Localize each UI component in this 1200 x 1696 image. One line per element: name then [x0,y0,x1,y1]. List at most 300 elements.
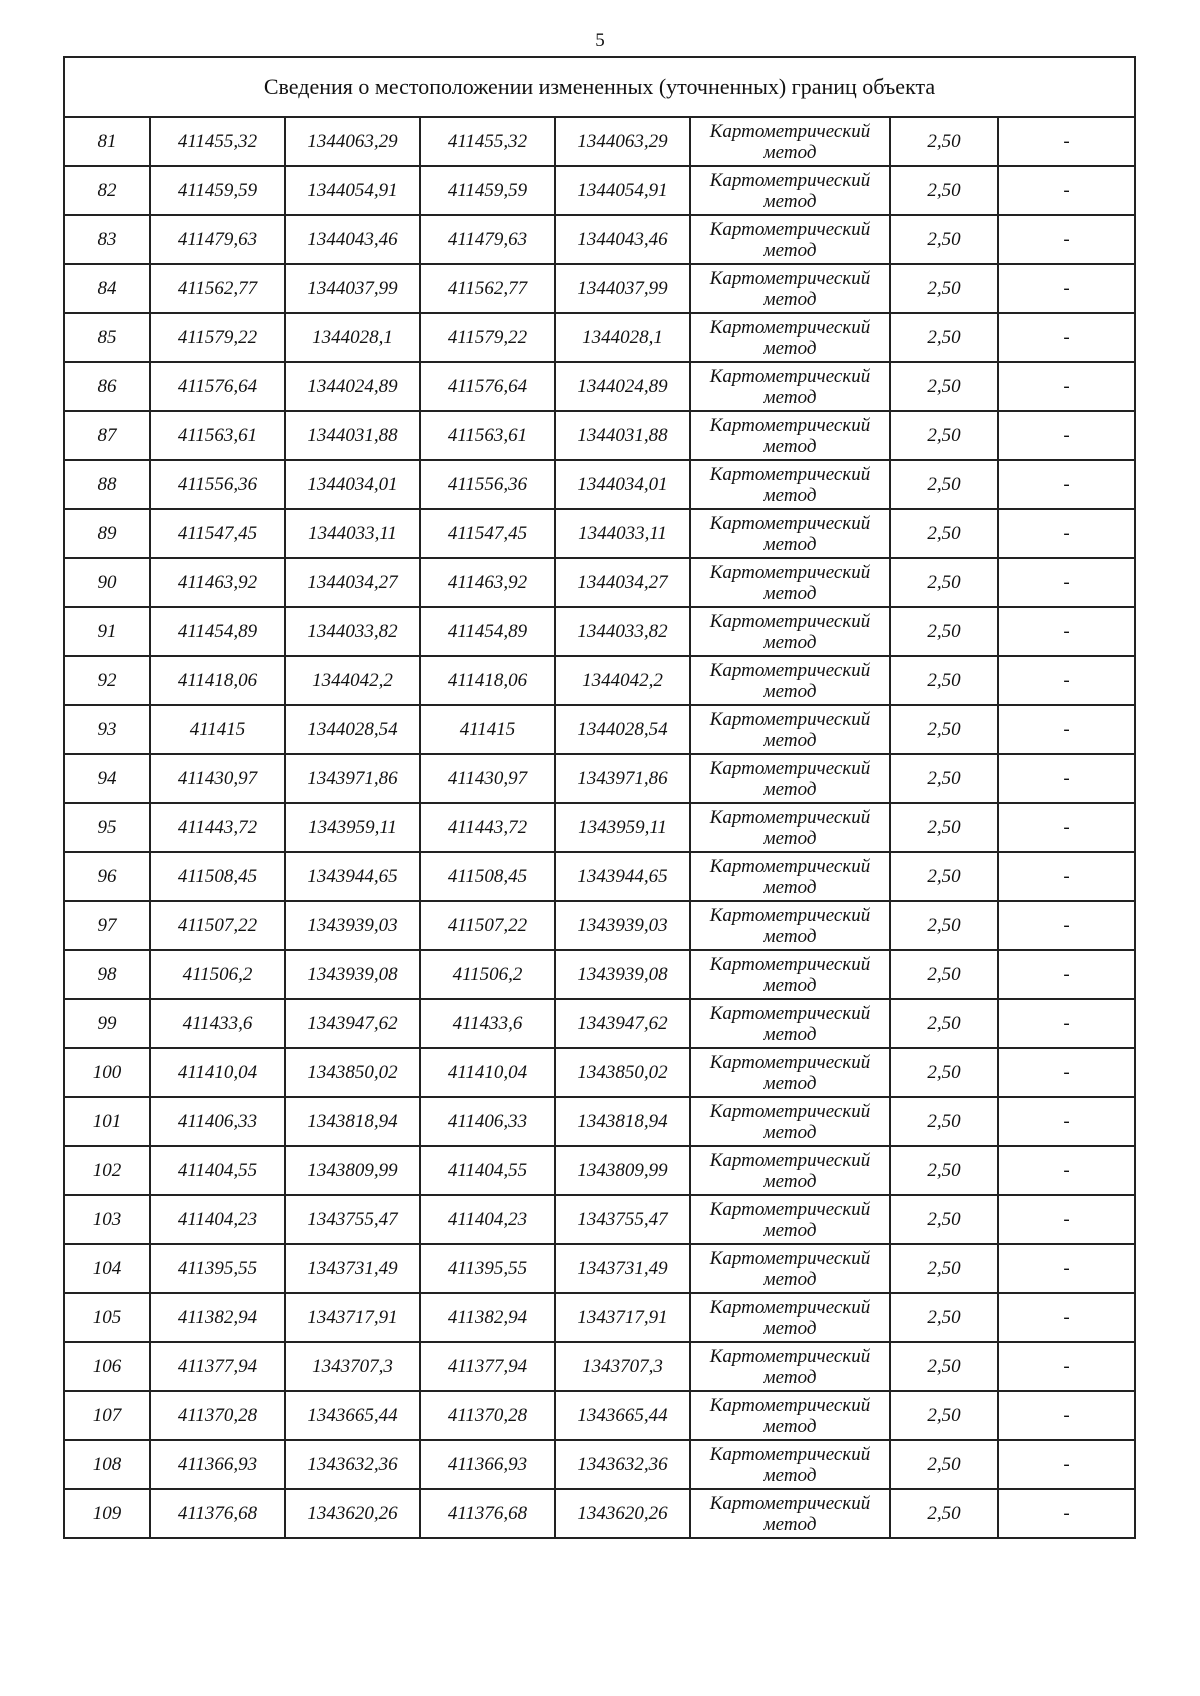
existing-y-cell: 1343731,49 [285,1244,420,1293]
existing-x-cell: 411433,6 [150,999,285,1048]
point-number-cell: 106 [64,1342,150,1391]
refined-y-cell: 1344031,88 [555,411,690,460]
accuracy-cell: 2,50 [890,803,998,852]
table-row [64,607,1135,656]
table-row [64,901,1135,950]
note-cell: - [998,803,1135,852]
accuracy-cell: 2,50 [890,852,998,901]
refined-x-cell: 411433,6 [420,999,555,1048]
refined-x-cell: 411395,55 [420,1244,555,1293]
method-line-2: метод [763,1464,817,1486]
method-line-2: метод [763,827,817,849]
note-cell: - [998,215,1135,264]
note-cell: - [998,1097,1135,1146]
existing-x-cell: 411376,68 [150,1489,285,1538]
refined-x-cell: 411579,22 [420,313,555,362]
method-cell [690,1440,890,1489]
accuracy-cell: 2,50 [890,1391,998,1440]
accuracy-cell: 2,50 [890,509,998,558]
table-title: Сведения о местоположении измененных (уточненных) границ объекта [64,57,1135,117]
method-line-1: Картометрический [709,561,871,583]
note-cell: - [998,411,1135,460]
refined-x-cell: 411430,97 [420,754,555,803]
existing-y-cell: 1343939,03 [285,901,420,950]
method-line-2: метод [763,484,817,506]
method-line-2: метод [763,1219,817,1241]
point-number-cell: 90 [64,558,150,607]
refined-y-cell: 1343939,03 [555,901,690,950]
refined-x-cell: 411415 [420,705,555,754]
method-line-2: метод [763,925,817,947]
method-cell [690,705,890,754]
refined-x-cell: 411376,68 [420,1489,555,1538]
method-line-1: Картометрический [709,659,871,681]
refined-y-cell: 1344024,89 [555,362,690,411]
accuracy-cell: 2,50 [890,460,998,509]
refined-y-cell: 1343665,44 [555,1391,690,1440]
table-row [64,1146,1135,1195]
refined-x-cell: 411404,23 [420,1195,555,1244]
accuracy-cell: 2,50 [890,215,998,264]
existing-y-cell: 1344033,82 [285,607,420,656]
refined-y-cell: 1344034,27 [555,558,690,607]
note-cell: - [998,1489,1135,1538]
method-line-2: метод [763,1268,817,1290]
refined-y-cell: 1343731,49 [555,1244,690,1293]
refined-y-cell: 1344063,29 [555,117,690,166]
refined-y-cell: 1344028,54 [555,705,690,754]
point-number-cell: 93 [64,705,150,754]
point-number-cell: 91 [64,607,150,656]
table-row [64,1244,1135,1293]
method-line-1: Картометрический [709,610,871,632]
method-line-1: Картометрический [709,806,871,828]
existing-x-cell: 411579,22 [150,313,285,362]
refined-y-cell: 1344034,01 [555,460,690,509]
accuracy-cell: 2,50 [890,558,998,607]
refined-y-cell: 1343632,36 [555,1440,690,1489]
method-line-2: метод [763,1121,817,1143]
accuracy-cell: 2,50 [890,1097,998,1146]
existing-y-cell: 1344042,2 [285,656,420,705]
refined-x-cell: 411562,77 [420,264,555,313]
method-line-2: метод [763,1023,817,1045]
method-line-1: Картометрический [709,1149,871,1171]
existing-y-cell: 1343971,86 [285,754,420,803]
table-row [64,1097,1135,1146]
existing-y-cell: 1344034,01 [285,460,420,509]
refined-x-cell: 411459,59 [420,166,555,215]
accuracy-cell: 2,50 [890,656,998,705]
point-number-cell: 97 [64,901,150,950]
existing-y-cell: 1344033,11 [285,509,420,558]
refined-x-cell: 411463,92 [420,558,555,607]
accuracy-cell: 2,50 [890,1244,998,1293]
existing-y-cell: 1344043,46 [285,215,420,264]
method-line-2: метод [763,1415,817,1437]
refined-y-cell: 1344028,1 [555,313,690,362]
existing-x-cell: 411415 [150,705,285,754]
method-line-1: Картометрический [709,1051,871,1073]
refined-y-cell: 1343971,86 [555,754,690,803]
method-line-1: Картометрический [709,414,871,436]
method-cell [690,460,890,509]
existing-x-cell: 411508,45 [150,852,285,901]
existing-y-cell: 1343755,47 [285,1195,420,1244]
point-number-cell: 107 [64,1391,150,1440]
refined-y-cell: 1343707,3 [555,1342,690,1391]
existing-x-cell: 411563,61 [150,411,285,460]
point-number-cell: 83 [64,215,150,264]
note-cell: - [998,166,1135,215]
point-number-cell: 86 [64,362,150,411]
method-line-1: Картометрический [709,267,871,289]
refined-x-cell: 411547,45 [420,509,555,558]
refined-y-cell: 1344037,99 [555,264,690,313]
table-row [64,117,1135,166]
accuracy-cell: 2,50 [890,999,998,1048]
accuracy-cell: 2,50 [890,166,998,215]
refined-x-cell: 411506,2 [420,950,555,999]
method-cell [690,1391,890,1440]
refined-y-cell: 1344043,46 [555,215,690,264]
point-number-cell: 84 [64,264,150,313]
point-number-cell: 95 [64,803,150,852]
refined-x-cell: 411382,94 [420,1293,555,1342]
accuracy-cell: 2,50 [890,1048,998,1097]
refined-y-cell: 1343717,91 [555,1293,690,1342]
existing-y-cell: 1344063,29 [285,117,420,166]
method-line-2: метод [763,1366,817,1388]
existing-y-cell: 1344054,91 [285,166,420,215]
method-cell [690,1048,890,1097]
refined-y-cell: 1344033,11 [555,509,690,558]
existing-y-cell: 1343944,65 [285,852,420,901]
method-line-2: метод [763,1513,817,1535]
accuracy-cell: 2,50 [890,313,998,362]
method-cell [690,558,890,607]
accuracy-cell: 2,50 [890,362,998,411]
method-cell [690,852,890,901]
accuracy-cell: 2,50 [890,264,998,313]
refined-y-cell: 1343755,47 [555,1195,690,1244]
refined-y-cell: 1344042,2 [555,656,690,705]
method-cell [690,264,890,313]
method-cell [690,1489,890,1538]
method-line-2: метод [763,1072,817,1094]
method-line-2: метод [763,190,817,212]
point-number-cell: 88 [64,460,150,509]
method-line-1: Картометрический [709,708,871,730]
table-row [64,166,1135,215]
method-line-2: метод [763,239,817,261]
note-cell: - [998,656,1135,705]
accuracy-cell: 2,50 [890,607,998,656]
accuracy-cell: 2,50 [890,1146,998,1195]
table-row [64,1391,1135,1440]
method-cell [690,803,890,852]
note-cell: - [998,607,1135,656]
point-number-cell: 89 [64,509,150,558]
method-line-2: метод [763,631,817,653]
existing-x-cell: 411382,94 [150,1293,285,1342]
note-cell: - [998,1440,1135,1489]
refined-x-cell: 411410,04 [420,1048,555,1097]
method-line-2: метод [763,778,817,800]
existing-x-cell: 411370,28 [150,1391,285,1440]
note-cell: - [998,362,1135,411]
existing-y-cell: 1344028,54 [285,705,420,754]
point-number-cell: 94 [64,754,150,803]
method-cell [690,999,890,1048]
method-line-1: Картометрический [709,953,871,975]
accuracy-cell: 2,50 [890,1293,998,1342]
existing-x-cell: 411430,97 [150,754,285,803]
existing-x-cell: 411506,2 [150,950,285,999]
method-line-2: метод [763,435,817,457]
refined-y-cell: 1343850,02 [555,1048,690,1097]
method-line-1: Картометрический [709,1247,871,1269]
existing-y-cell: 1343620,26 [285,1489,420,1538]
method-line-1: Картометрический [709,1443,871,1465]
note-cell: - [998,754,1135,803]
method-line-2: метод [763,729,817,751]
table-row [64,1195,1135,1244]
point-number-cell: 81 [64,117,150,166]
method-line-2: метод [763,533,817,555]
accuracy-cell: 2,50 [890,1489,998,1538]
method-line-1: Картометрический [709,316,871,338]
existing-x-cell: 411479,63 [150,215,285,264]
point-number-cell: 109 [64,1489,150,1538]
table-row [64,411,1135,460]
method-cell [690,1342,890,1391]
method-line-2: метод [763,141,817,163]
table-row [64,1293,1135,1342]
table-row [64,705,1135,754]
note-cell: - [998,558,1135,607]
method-cell [690,950,890,999]
table-row [64,509,1135,558]
point-number-cell: 99 [64,999,150,1048]
existing-y-cell: 1343947,62 [285,999,420,1048]
accuracy-cell: 2,50 [890,950,998,999]
existing-y-cell: 1344037,99 [285,264,420,313]
note-cell: - [998,117,1135,166]
existing-y-cell: 1343665,44 [285,1391,420,1440]
existing-y-cell: 1344024,89 [285,362,420,411]
existing-x-cell: 411576,64 [150,362,285,411]
accuracy-cell: 2,50 [890,117,998,166]
refined-x-cell: 411454,89 [420,607,555,656]
table-row [64,754,1135,803]
method-cell [690,1097,890,1146]
method-line-2: метод [763,876,817,898]
existing-y-cell: 1343717,91 [285,1293,420,1342]
note-cell: - [998,1244,1135,1293]
note-cell: - [998,705,1135,754]
existing-x-cell: 411404,55 [150,1146,285,1195]
existing-x-cell: 411556,36 [150,460,285,509]
note-cell: - [998,509,1135,558]
method-cell [690,313,890,362]
refined-x-cell: 411563,61 [420,411,555,460]
method-line-2: метод [763,288,817,310]
refined-x-cell: 411556,36 [420,460,555,509]
refined-x-cell: 411479,63 [420,215,555,264]
refined-y-cell: 1343818,94 [555,1097,690,1146]
point-number-cell: 98 [64,950,150,999]
refined-x-cell: 411507,22 [420,901,555,950]
table-row [64,803,1135,852]
table-body [64,57,1135,1538]
method-line-1: Картометрический [709,757,871,779]
method-cell [690,411,890,460]
accuracy-cell: 2,50 [890,1195,998,1244]
method-cell [690,901,890,950]
method-cell [690,1244,890,1293]
refined-x-cell: 411377,94 [420,1342,555,1391]
existing-y-cell: 1343632,36 [285,1440,420,1489]
point-number-cell: 105 [64,1293,150,1342]
existing-x-cell: 411463,92 [150,558,285,607]
boundary-coordinates-table [63,56,1136,1539]
table-row [64,656,1135,705]
refined-x-cell: 411404,55 [420,1146,555,1195]
existing-x-cell: 411406,33 [150,1097,285,1146]
note-cell: - [998,264,1135,313]
point-number-cell: 108 [64,1440,150,1489]
accuracy-cell: 2,50 [890,901,998,950]
existing-y-cell: 1343818,94 [285,1097,420,1146]
method-line-1: Картометрический [709,120,871,142]
existing-x-cell: 411507,22 [150,901,285,950]
existing-y-cell: 1343850,02 [285,1048,420,1097]
note-cell: - [998,1195,1135,1244]
method-cell [690,1195,890,1244]
note-cell: - [998,1342,1135,1391]
method-line-1: Картометрический [709,855,871,877]
point-number-cell: 96 [64,852,150,901]
accuracy-cell: 2,50 [890,411,998,460]
point-number-cell: 103 [64,1195,150,1244]
existing-x-cell: 411455,32 [150,117,285,166]
method-cell [690,754,890,803]
table-title-row [64,57,1135,117]
accuracy-cell: 2,50 [890,754,998,803]
refined-x-cell: 411370,28 [420,1391,555,1440]
table-row [64,950,1135,999]
table-row [64,1440,1135,1489]
note-cell: - [998,313,1135,362]
point-number-cell: 104 [64,1244,150,1293]
method-cell [690,607,890,656]
refined-y-cell: 1343939,08 [555,950,690,999]
existing-x-cell: 411547,45 [150,509,285,558]
existing-x-cell: 411366,93 [150,1440,285,1489]
method-line-1: Картометрический [709,904,871,926]
refined-y-cell: 1343620,26 [555,1489,690,1538]
existing-y-cell: 1344034,27 [285,558,420,607]
accuracy-cell: 2,50 [890,1342,998,1391]
method-line-1: Картометрический [709,512,871,534]
method-line-1: Картометрический [709,218,871,240]
table-row [64,999,1135,1048]
method-cell [690,362,890,411]
table-row [64,1342,1135,1391]
refined-y-cell: 1343809,99 [555,1146,690,1195]
method-line-2: метод [763,974,817,996]
refined-y-cell: 1343959,11 [555,803,690,852]
refined-x-cell: 411418,06 [420,656,555,705]
refined-y-cell: 1343944,65 [555,852,690,901]
table-row [64,264,1135,313]
method-cell [690,1146,890,1195]
note-cell: - [998,460,1135,509]
existing-x-cell: 411395,55 [150,1244,285,1293]
method-cell [690,509,890,558]
table-row [64,313,1135,362]
page-number: 5 [595,30,605,51]
existing-x-cell: 411454,89 [150,607,285,656]
existing-y-cell: 1343939,08 [285,950,420,999]
method-line-2: метод [763,1170,817,1192]
method-line-1: Картометрический [709,1492,871,1514]
method-line-1: Картометрический [709,169,871,191]
existing-y-cell: 1343959,11 [285,803,420,852]
point-number-cell: 87 [64,411,150,460]
existing-x-cell: 411410,04 [150,1048,285,1097]
existing-x-cell: 411404,23 [150,1195,285,1244]
existing-x-cell: 411443,72 [150,803,285,852]
existing-y-cell: 1343809,99 [285,1146,420,1195]
point-number-cell: 100 [64,1048,150,1097]
refined-x-cell: 411406,33 [420,1097,555,1146]
table-row [64,460,1135,509]
note-cell: - [998,1048,1135,1097]
refined-y-cell: 1344054,91 [555,166,690,215]
refined-x-cell: 411455,32 [420,117,555,166]
method-line-1: Картометрический [709,1345,871,1367]
existing-x-cell: 411562,77 [150,264,285,313]
method-line-1: Картометрический [709,1198,871,1220]
method-cell [690,166,890,215]
refined-y-cell: 1344033,82 [555,607,690,656]
point-number-cell: 92 [64,656,150,705]
table-row [64,1048,1135,1097]
accuracy-cell: 2,50 [890,1440,998,1489]
table-row [64,362,1135,411]
existing-x-cell: 411459,59 [150,166,285,215]
point-number-cell: 82 [64,166,150,215]
table-row [64,852,1135,901]
method-cell [690,215,890,264]
point-number-cell: 85 [64,313,150,362]
existing-y-cell: 1344028,1 [285,313,420,362]
refined-x-cell: 411576,64 [420,362,555,411]
method-cell [690,656,890,705]
method-line-2: метод [763,680,817,702]
note-cell: - [998,950,1135,999]
method-line-2: метод [763,582,817,604]
note-cell: - [998,1293,1135,1342]
note-cell: - [998,852,1135,901]
method-line-1: Картометрический [709,1394,871,1416]
method-cell [690,117,890,166]
point-number-cell: 101 [64,1097,150,1146]
table-row [64,215,1135,264]
method-line-1: Картометрический [709,463,871,485]
